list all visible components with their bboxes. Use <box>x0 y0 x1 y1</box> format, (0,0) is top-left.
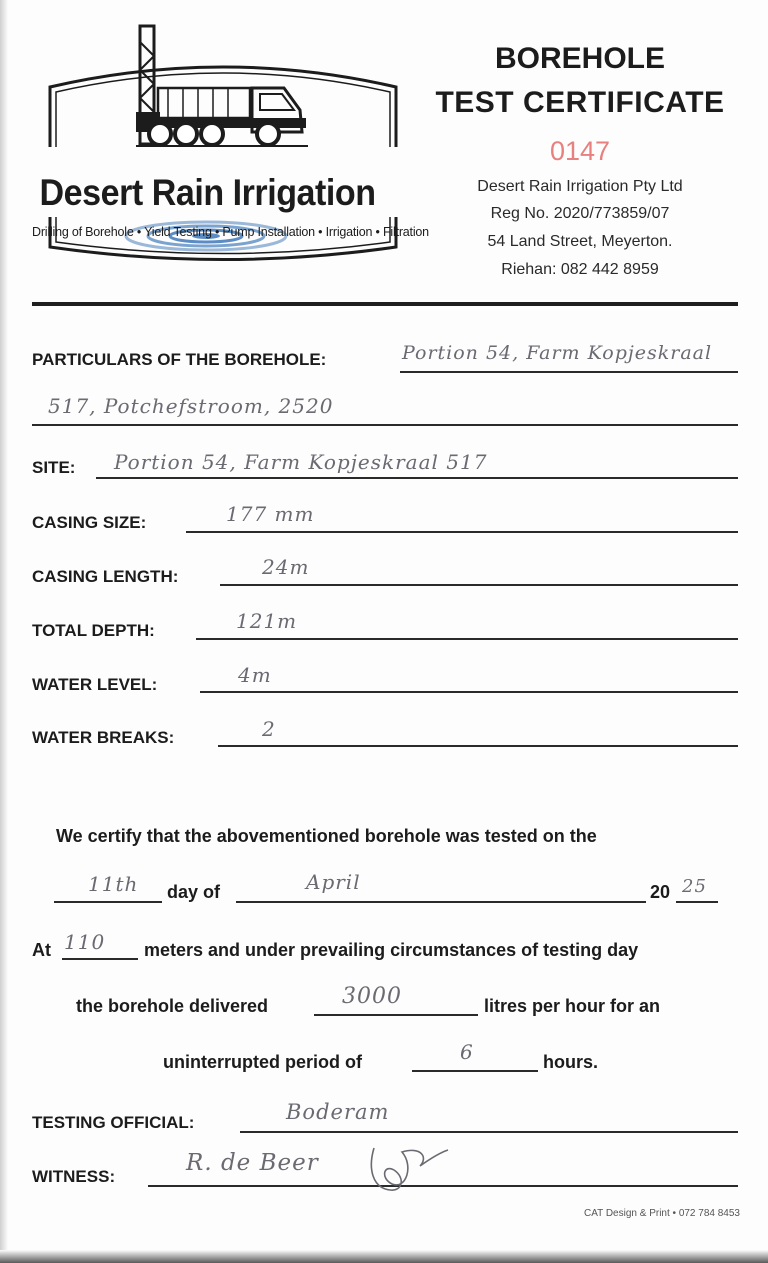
logo-company-name: Desert Rain Irrigation <box>39 172 376 213</box>
site-label: SITE: <box>32 458 76 477</box>
casing-length-label: CASING LENGTH: <box>32 567 179 586</box>
water-level-line <box>200 691 738 693</box>
hours-value: 6 <box>460 1040 474 1064</box>
scan-edge-bottom <box>0 1250 768 1263</box>
water-breaks-label: WATER BREAKS: <box>32 728 175 747</box>
month-line <box>236 901 646 903</box>
total-depth-value: 121m <box>236 609 298 633</box>
company-reg-number: Reg No. 2020/773859/07 <box>490 205 670 222</box>
certificate-number: 0147 <box>549 136 611 166</box>
header-divider <box>32 302 738 306</box>
casing-size-line <box>186 531 738 533</box>
particulars-label: PARTICULARS OF THE BOREHOLE: <box>32 350 327 369</box>
meters-line <box>62 958 138 960</box>
certification-statement: We certify that the abovementioned borehole was tested on the <box>56 826 597 846</box>
document-title-line2: TEST CERTIFICATE <box>435 86 725 119</box>
witness-label: WITNESS: <box>32 1167 116 1186</box>
year-prefix: 20 <box>650 882 671 902</box>
litres-value: 3000 <box>342 984 402 1009</box>
litres-text: litres per hour for an <box>484 996 661 1016</box>
testing-official-line <box>240 1131 738 1133</box>
particulars-value-1: Portion 54, Farm Kopjeskraal <box>402 342 713 364</box>
month-value: April <box>306 870 361 894</box>
hours-text: hours. <box>543 1052 599 1072</box>
testing-official-signature: Boderam <box>286 1100 390 1124</box>
casing-size-label: CASING SIZE: <box>32 513 147 532</box>
company-address: 54 Land Street, Meyerton. <box>487 233 673 250</box>
company-legal-name: Desert Rain Irrigation Pty Ltd <box>477 178 683 195</box>
day-value: 11th <box>88 872 139 896</box>
company-logo <box>28 22 429 272</box>
delivered-text: the borehole delivered <box>76 996 269 1016</box>
site-value: Portion 54, Farm Kopjeskraal 517 <box>114 450 488 474</box>
at-label: At <box>32 940 51 960</box>
day-line <box>54 901 162 903</box>
day-of-label: day of <box>167 882 221 902</box>
logo-tagline: Drilling of Borehole • Yield Testing • Pump Installation • Irrigation • Filtration <box>32 225 429 239</box>
period-text: uninterrupted period of <box>163 1052 362 1072</box>
scan-edge-left <box>0 0 8 1263</box>
casing-size-value: 177 mm <box>226 502 315 526</box>
witness-scribble-icon <box>362 1138 452 1198</box>
total-depth-label: TOTAL DEPTH: <box>32 621 155 640</box>
casing-length-value: 24m <box>262 555 310 579</box>
total-depth-line <box>196 638 738 640</box>
witness-signature: R. de Beer <box>186 1150 319 1176</box>
document-title-line1: BOREHOLE <box>494 42 665 75</box>
casing-length-line <box>220 584 738 586</box>
hours-line <box>412 1070 538 1072</box>
meters-text: meters and under prevailing circumstances of testing day <box>144 940 639 960</box>
year-line <box>676 901 718 903</box>
year-value: 25 <box>682 876 707 897</box>
water-breaks-line <box>218 745 738 747</box>
company-contact: Riehan: 082 442 8959 <box>501 261 659 278</box>
litres-line <box>314 1014 478 1016</box>
water-level-value: 4m <box>238 663 272 687</box>
printer-credit: CAT Design & Print • 072 784 8453 <box>583 1208 740 1219</box>
site-line <box>96 477 738 479</box>
meters-value: 110 <box>64 930 106 954</box>
water-level-label: WATER LEVEL: <box>32 675 158 694</box>
particulars-value-2: 517, Potchefstroom, 2520 <box>48 394 334 418</box>
particulars-line-2 <box>32 424 738 426</box>
testing-official-label: TESTING OFFICIAL: <box>32 1113 195 1132</box>
particulars-line-1 <box>400 371 738 373</box>
water-breaks-value: 2 <box>262 717 276 741</box>
